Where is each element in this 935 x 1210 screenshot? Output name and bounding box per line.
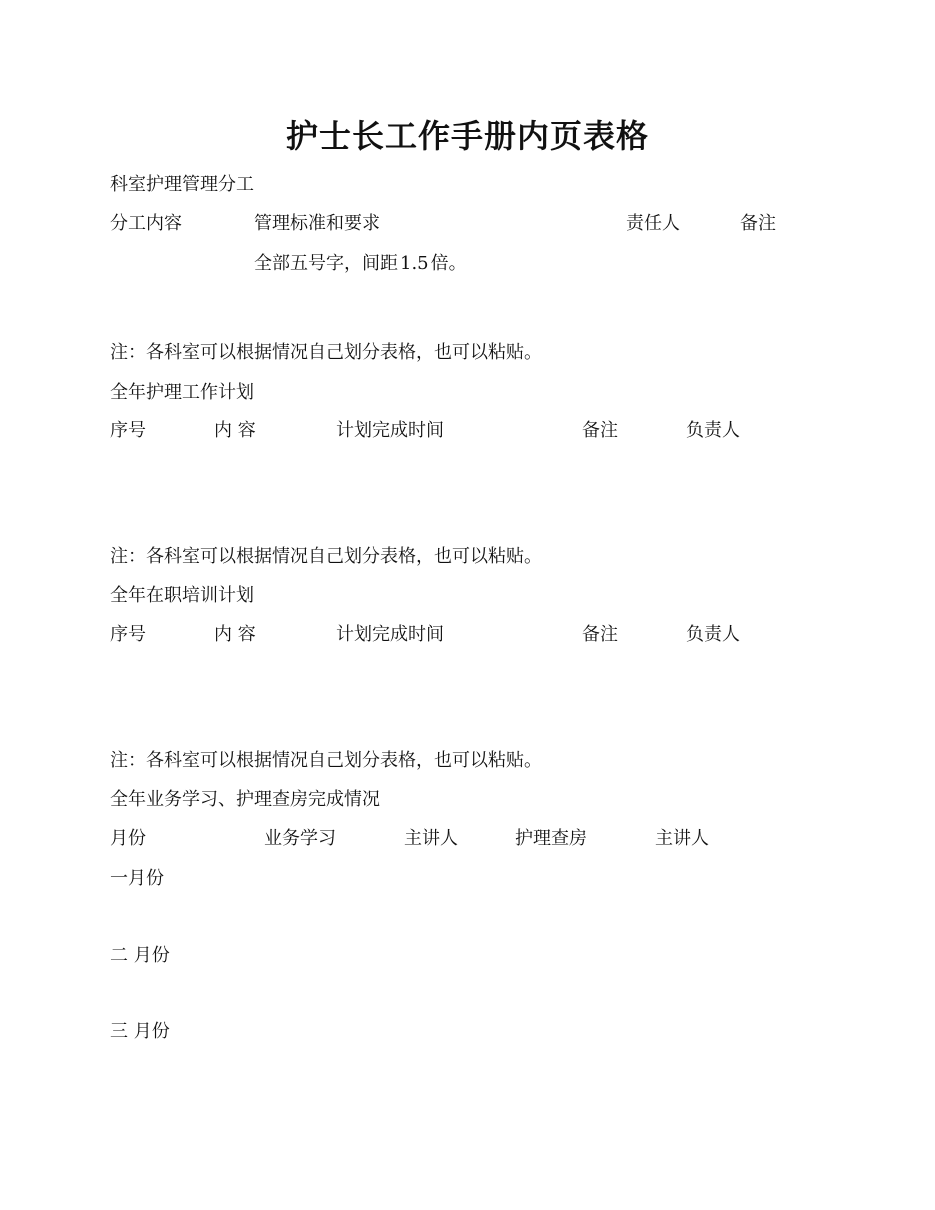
column-header-content: 内 容 (214, 624, 256, 645)
column-header-planned-completion-time: 计划完成时间 (336, 420, 444, 441)
column-header-person-in-charge: 负责人 (686, 420, 740, 441)
column-header-remarks: 备注 (582, 624, 618, 645)
column-header-lecturer: 主讲人 (655, 828, 709, 849)
month-row-label: 二 月份 (110, 945, 170, 966)
section-heading-annual-nursing-plan: 全年护理工作计划 (110, 382, 254, 403)
column-header-nursing-rounds: 护理查房 (515, 828, 587, 849)
column-header-planned-completion-time: 计划完成时间 (336, 624, 444, 645)
column-header-person-in-charge: 负责人 (686, 624, 740, 645)
format-note-number: 1.5 (400, 253, 429, 274)
column-header-month: 月份 (110, 828, 146, 849)
column-header-serial-number: 序号 (110, 420, 146, 441)
month-row-label: 一月份 (110, 868, 164, 889)
column-header-business-study: 业务学习 (264, 828, 336, 849)
column-header-serial-number: 序号 (110, 624, 146, 645)
column-header-standards: 管理标准和要求 (254, 213, 380, 234)
column-header-responsible-person: 责任人 (626, 213, 680, 234)
column-header-content: 内 容 (214, 420, 256, 441)
table-note: 注：各科室可以根据情况自己划分表格，也可以粘贴。 (110, 342, 542, 363)
column-header-remarks: 备注 (740, 213, 776, 234)
section-heading-management-division: 科室护理管理分工 (110, 174, 254, 195)
column-header-lecturer: 主讲人 (404, 828, 458, 849)
format-note-prefix: 全部五号字，间距 (254, 253, 398, 274)
section-heading-annual-training-plan: 全年在职培训计划 (110, 585, 254, 606)
format-note-suffix: 倍。 (430, 253, 467, 274)
page-title: 护士长工作手册内页表格 (285, 117, 649, 155)
section-heading-study-and-rounds: 全年业务学习、护理查房完成情况 (110, 789, 380, 810)
column-header-remarks: 备注 (582, 420, 618, 441)
format-note (254, 253, 467, 275)
table-note: 注：各科室可以根据情况自己划分表格，也可以粘贴。 (110, 750, 542, 771)
table-note: 注：各科室可以根据情况自己划分表格，也可以粘贴。 (110, 546, 542, 567)
column-header-division-content: 分工内容 (110, 213, 182, 234)
month-row-label: 三 月份 (110, 1021, 170, 1042)
